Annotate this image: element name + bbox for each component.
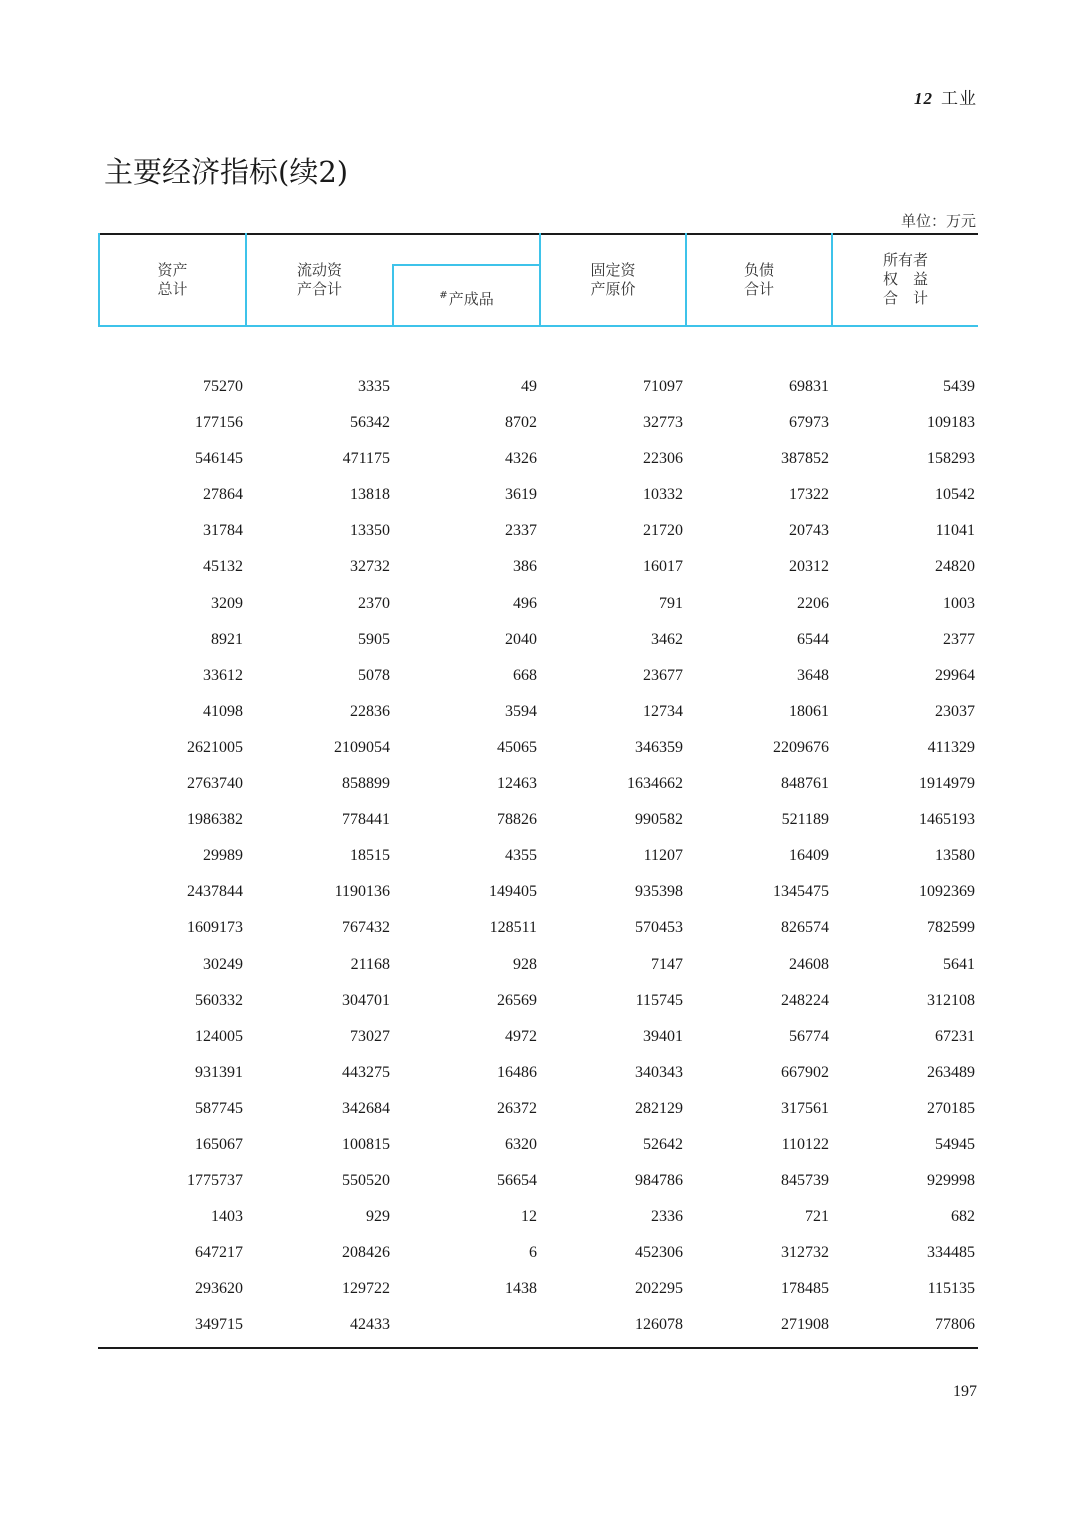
table-cell: 77806 (935, 1316, 975, 1334)
table-cell: 546145 (195, 450, 243, 468)
table-cell: 929 (366, 1208, 390, 1226)
header-sub-rule (393, 264, 540, 266)
table-cell: 782599 (927, 919, 975, 937)
table-cell: 3462 (651, 630, 683, 648)
table-cell: 767432 (342, 919, 390, 937)
table-cell: 22836 (350, 702, 390, 720)
table-row (98, 730, 978, 766)
table-row (98, 405, 978, 441)
table-cell: 270185 (927, 1099, 975, 1117)
table-row (98, 802, 978, 838)
table-header (98, 233, 978, 327)
table-cell: 109183 (927, 414, 975, 432)
table-cell: 5078 (358, 666, 390, 684)
table-cell: 23037 (935, 702, 975, 720)
table-cell: 848761 (781, 775, 829, 793)
table-row (98, 658, 978, 694)
table-cell: 248224 (781, 991, 829, 1009)
page-number: 197 (953, 1383, 977, 1400)
table-row (98, 513, 978, 549)
table-cell: 334485 (927, 1244, 975, 1262)
table-cell: 1914979 (919, 775, 975, 793)
table-cell: 129722 (342, 1280, 390, 1298)
table-cell: 2337 (505, 522, 537, 540)
table-row (98, 622, 978, 658)
table-cell: 24820 (935, 558, 975, 576)
table-cell: 16017 (643, 558, 683, 576)
table-cell: 928 (513, 955, 537, 973)
table-row (98, 947, 978, 983)
table-cell: 13350 (350, 522, 390, 540)
table-cell: 21168 (350, 955, 390, 973)
table-row (98, 874, 978, 910)
table-cell: 177156 (195, 414, 243, 432)
table-cell: 11207 (643, 847, 683, 865)
table-cell: 2763740 (187, 775, 243, 793)
table-cell: 5641 (943, 955, 975, 973)
table-cell: 935398 (635, 883, 683, 901)
table-row (98, 1235, 978, 1271)
table-cell: 33612 (203, 666, 243, 684)
table-cell: 178485 (781, 1280, 829, 1298)
table-row (98, 369, 978, 405)
table-row (98, 1307, 978, 1343)
header-fixed-assets: 固定资 产原价 (590, 261, 636, 298)
table-row (98, 1127, 978, 1163)
table-cell: 452306 (635, 1244, 683, 1262)
table-cell: 52642 (643, 1135, 683, 1153)
table-cell: 128511 (489, 919, 537, 937)
table-row (98, 549, 978, 585)
table-cell: 56654 (497, 1172, 537, 1190)
table-cell: 32773 (643, 414, 683, 432)
table-cell: 12463 (497, 775, 537, 793)
chapter-heading (914, 84, 977, 109)
table-cell: 18515 (350, 847, 390, 865)
header-top-rule (98, 233, 978, 235)
table-cell: 126078 (635, 1316, 683, 1334)
unit-label: 单位：万元 (900, 212, 976, 230)
table-cell: 931391 (195, 1063, 243, 1081)
table-cell: 2437844 (187, 883, 243, 901)
table-cell: 2206 (797, 594, 829, 612)
table-cell: 75270 (203, 378, 243, 395)
table-cell: 67231 (935, 1027, 975, 1045)
table-cell: 443275 (342, 1063, 390, 1081)
table-cell: 858899 (342, 775, 390, 793)
table-row (98, 1271, 978, 1307)
table-cell: 471175 (342, 450, 390, 468)
table-cell: 67973 (789, 414, 829, 432)
table-cell: 349715 (195, 1316, 243, 1334)
table-cell: 293620 (195, 1280, 243, 1298)
table-cell: 317561 (781, 1099, 829, 1117)
table-cell: 18061 (789, 702, 829, 720)
table-cell: 263489 (927, 1063, 975, 1081)
page-title: 主要经济指标(续2) (104, 155, 349, 189)
table-cell: 16486 (497, 1063, 537, 1081)
table-cell: 826574 (781, 919, 829, 937)
table-cell: 30249 (203, 955, 243, 973)
table-cell: 271908 (781, 1316, 829, 1334)
table-bottom-rule (98, 1347, 978, 1349)
table-cell: 78826 (497, 811, 537, 829)
table-cell: 550520 (342, 1172, 390, 1190)
table-cell: 587745 (195, 1099, 243, 1117)
table-cell: 115135 (927, 1280, 975, 1298)
table-cell: 2336 (651, 1208, 683, 1226)
table-row (98, 441, 978, 477)
table-cell: 3594 (505, 702, 537, 720)
table-cell: 1003 (943, 594, 975, 612)
header-current-assets: 流动资 产合计 (296, 261, 342, 298)
table-cell: 13580 (935, 847, 975, 865)
table-row (98, 694, 978, 730)
table-cell: 667902 (781, 1063, 829, 1081)
table-cell: 49 (521, 378, 537, 395)
table-cell: 312732 (781, 1244, 829, 1262)
table-cell: 1345475 (773, 883, 829, 901)
table-cell: 990582 (635, 811, 683, 829)
table-cell: 929998 (927, 1172, 975, 1190)
table-cell: 8702 (505, 414, 537, 432)
table-cell: 560332 (195, 991, 243, 1009)
table-cell: 149405 (489, 883, 537, 901)
chapter-title: 工业 (941, 89, 977, 108)
table-cell: 282129 (635, 1099, 683, 1117)
chapter-number: 12 (914, 89, 933, 108)
table-cell: 124005 (195, 1027, 243, 1045)
table-row (98, 1055, 978, 1091)
table-cell: 27864 (203, 486, 243, 504)
table-cell: 1465193 (919, 811, 975, 829)
table-cell: 1092369 (919, 883, 975, 901)
header-total-assets: 资产 总计 (157, 261, 188, 298)
table-cell: 647217 (195, 1244, 243, 1262)
table-cell: 1609173 (187, 919, 243, 937)
table-row (98, 586, 978, 622)
table-body (98, 369, 978, 1344)
table-cell: 845739 (781, 1172, 829, 1190)
table-cell: 13818 (350, 486, 390, 504)
table-cell: 73027 (350, 1027, 390, 1045)
table-cell: 45132 (203, 558, 243, 576)
table-cell: 4355 (505, 847, 537, 865)
table-cell: 386 (513, 558, 537, 576)
table-cell: 115745 (635, 991, 683, 1009)
table-cell: 1775737 (187, 1172, 243, 1190)
table-cell: 2040 (505, 630, 537, 648)
table-cell: 26372 (497, 1099, 537, 1117)
table-cell: 984786 (635, 1172, 683, 1190)
table-cell: 16409 (789, 847, 829, 865)
table-cell: 668 (513, 666, 537, 684)
table-cell: 10332 (643, 486, 683, 504)
table-cell: 721 (805, 1208, 829, 1226)
table-row (98, 1199, 978, 1235)
table-cell: 682 (951, 1208, 975, 1226)
table-cell: 17322 (789, 486, 829, 504)
table-row (98, 1091, 978, 1127)
table-row (98, 477, 978, 513)
table-cell: 56774 (789, 1027, 829, 1045)
header-liabilities: 负债 合计 (743, 261, 774, 298)
table-cell: 22306 (643, 450, 683, 468)
table-cell: 2377 (943, 630, 975, 648)
table-cell: 6544 (797, 630, 829, 648)
table-cell: 496 (513, 594, 537, 612)
table-cell: 23677 (643, 666, 683, 684)
table-cell: 312108 (927, 991, 975, 1009)
table-cell: 304701 (342, 991, 390, 1009)
table-cell: 20312 (789, 558, 829, 576)
table-cell: 165067 (195, 1135, 243, 1153)
table-cell: 26569 (497, 991, 537, 1009)
table-row (98, 838, 978, 874)
table-cell: 5439 (943, 378, 975, 395)
table-cell: 29989 (203, 847, 243, 865)
table-cell: 21720 (643, 522, 683, 540)
table-cell: 1986382 (187, 811, 243, 829)
table-cell: 31784 (203, 522, 243, 540)
table-cell: 1403 (211, 1208, 243, 1226)
table-cell: 3619 (505, 486, 537, 504)
table-cell: 340343 (635, 1063, 683, 1081)
table-cell: 3209 (211, 594, 243, 612)
table-cell: 1634662 (627, 775, 683, 793)
table-cell: 411329 (927, 738, 975, 756)
table-cell: 69831 (789, 378, 829, 395)
table-cell: 1438 (505, 1280, 537, 1298)
table-row (98, 1019, 978, 1055)
table-cell: 71097 (643, 378, 683, 395)
table-cell: 12734 (643, 702, 683, 720)
table-row (98, 983, 978, 1019)
table-cell: 20743 (789, 522, 829, 540)
table-row (98, 766, 978, 802)
table-cell: 5905 (358, 630, 390, 648)
header-finished-goods: #产成品 (439, 290, 494, 308)
table-row (98, 910, 978, 946)
table-cell: 10542 (935, 486, 975, 504)
table-cell: 54945 (935, 1135, 975, 1153)
table-cell: 100815 (342, 1135, 390, 1153)
table-cell: 11041 (935, 522, 975, 540)
table-cell: 570453 (635, 919, 683, 937)
table-cell: 56342 (350, 414, 390, 432)
table-cell: 342684 (342, 1099, 390, 1117)
table-cell: 6320 (505, 1135, 537, 1153)
table-cell: 387852 (781, 450, 829, 468)
table-cell: 8921 (211, 630, 243, 648)
table-cell: 3335 (358, 378, 390, 395)
table-cell: 39401 (643, 1027, 683, 1045)
table-cell: 778441 (342, 811, 390, 829)
table-cell: 42433 (350, 1316, 390, 1334)
table-cell: 521189 (781, 811, 829, 829)
table-cell: 110122 (781, 1135, 829, 1153)
table-cell: 6 (529, 1244, 537, 1262)
table-row (98, 1163, 978, 1199)
table-cell: 45065 (497, 738, 537, 756)
header-owners-equity: 所有者 权 益 合 计 (882, 251, 928, 307)
table-cell: 29964 (935, 666, 975, 684)
table-cell: 4972 (505, 1027, 537, 1045)
header-bottom-rule (98, 325, 978, 327)
table-cell: 41098 (203, 702, 243, 720)
table-cell: 1190136 (334, 883, 390, 901)
table-cell: 2370 (358, 594, 390, 612)
table-cell: 202295 (635, 1280, 683, 1298)
table-cell: 12 (521, 1208, 537, 1226)
table-cell: 2109054 (334, 738, 390, 756)
table-cell: 346359 (635, 738, 683, 756)
table-cell: 2621005 (187, 738, 243, 756)
table-cell: 4326 (505, 450, 537, 468)
table-cell: 208426 (342, 1244, 390, 1262)
table-cell: 2209676 (773, 738, 829, 756)
table-cell: 158293 (927, 450, 975, 468)
table-cell: 791 (659, 594, 683, 612)
table-cell: 7147 (651, 955, 683, 973)
footnote-mark: # (439, 290, 448, 301)
table-cell: 24608 (789, 955, 829, 973)
table-cell: 3648 (797, 666, 829, 684)
table-cell: 32732 (350, 558, 390, 576)
